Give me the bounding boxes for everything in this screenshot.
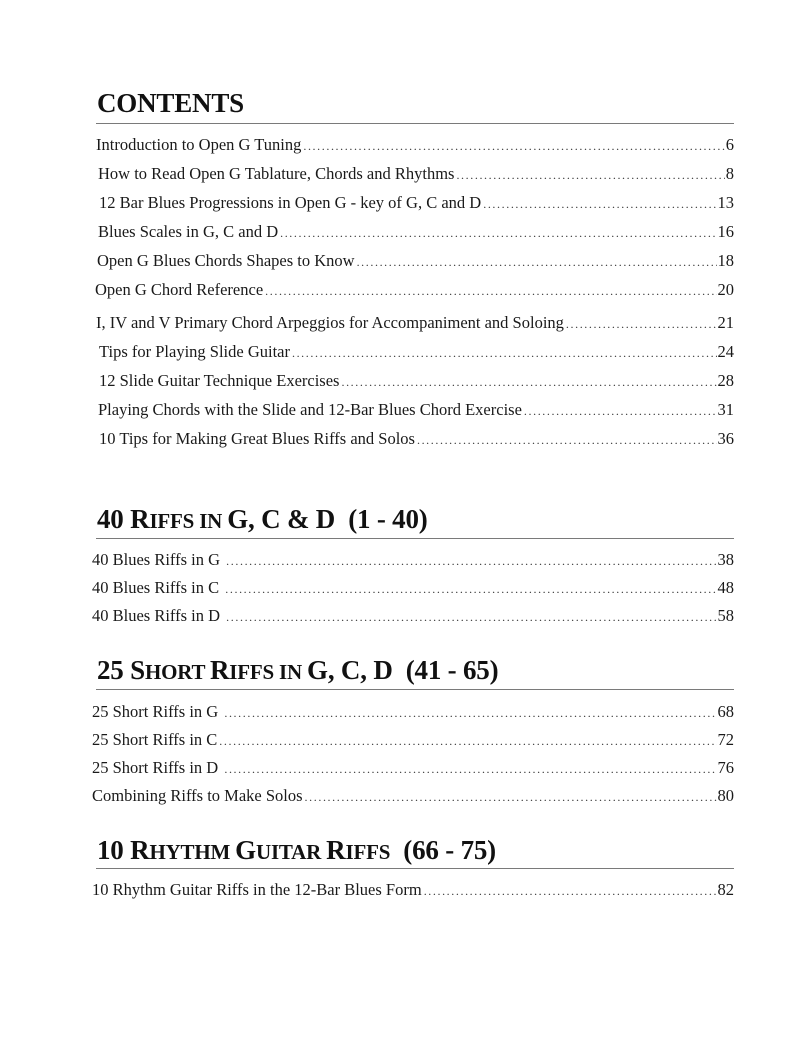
heading-part: 10 R (97, 835, 150, 865)
toc-entry-page: 36 (717, 429, 734, 448)
heading-part: HORT (144, 660, 210, 684)
toc-entry[interactable] (92, 757, 734, 779)
section-heading-40-riffs (97, 504, 428, 536)
toc-entry-page: 72 (717, 730, 734, 749)
toc-entry-page: 31 (717, 400, 734, 419)
toc-entry-title: Tips for Playing Slide Guitar (99, 342, 290, 361)
toc-entry[interactable] (99, 428, 734, 450)
toc-entry-title: Open G Blues Chords Shapes to Know (97, 251, 355, 270)
toc-entry-page: 16 (717, 222, 734, 241)
dot-leader (566, 313, 717, 335)
dot-leader (424, 880, 717, 902)
toc-entry[interactable] (96, 134, 734, 156)
dot-leader (265, 280, 716, 302)
toc-entry[interactable] (92, 605, 734, 627)
toc-entry-page: 6 (725, 135, 734, 154)
heading-part: IFFS IN (149, 509, 228, 533)
toc-entry-page: 18 (717, 251, 734, 270)
heading-part: IFFS IN (229, 660, 308, 684)
toc-entry-page: 21 (717, 313, 734, 332)
toc-entry-title: I, IV and V Primary Chord Arpeggios for Accompaniment and Soloing (96, 313, 564, 332)
section-heading-25-short-riffs (97, 655, 498, 687)
heading-part: 25 S (97, 655, 145, 685)
heading-part: G, C & D (227, 504, 336, 534)
dot-leader (280, 222, 716, 244)
toc-entry[interactable] (98, 163, 734, 185)
contents-heading: CONTENTS (97, 88, 244, 118)
dot-leader (357, 251, 717, 273)
toc-entry-title: 40 Blues Riffs in G (92, 550, 225, 569)
toc-entry-title: 12 Bar Blues Progressions in Open G - key of G, C and D (99, 193, 482, 212)
dot-leader (303, 135, 724, 157)
toc-entry-title: 10 Rhythm Guitar Riffs in the 12-Bar Blues Form (92, 880, 422, 899)
toc-entry-title: How to Read Open G Tablature, Chords and Rhythms (98, 164, 455, 183)
toc-entry-title: 25 Short Riffs in C (92, 730, 218, 749)
toc-entry-page: 38 (717, 550, 734, 569)
toc-entry[interactable] (95, 279, 734, 301)
contents-divider (96, 123, 734, 124)
dot-leader (219, 730, 716, 752)
toc-entry-title: 40 Blues Riffs in C (92, 578, 224, 597)
dot-leader (226, 550, 716, 572)
dot-leader (305, 786, 717, 808)
dot-leader (292, 342, 717, 364)
section-divider (96, 868, 734, 869)
dot-leader (456, 164, 724, 186)
toc-entry[interactable] (92, 577, 734, 599)
section-heading-rhythm-guitar-riffs (97, 835, 496, 867)
dot-leader (225, 578, 716, 600)
heading-part: (66 - 75) (390, 835, 496, 865)
toc-entry[interactable] (97, 250, 734, 272)
heading-part: R (209, 655, 230, 685)
toc-entry-page: 82 (717, 880, 734, 899)
toc-entry-title: 25 Short Riffs in D (92, 758, 223, 777)
toc-entry-title: Combining Riffs to Make Solos (92, 786, 303, 805)
toc-entry-page: 20 (717, 280, 734, 299)
toc-entry-title: 10 Tips for Making Great Blues Riffs and Solos (99, 429, 415, 448)
dot-leader (483, 193, 716, 215)
heading-part: (41 - 65) (392, 655, 499, 685)
toc-entry[interactable] (92, 785, 734, 807)
heading-part: IFFS (345, 840, 391, 864)
toc-entry-page: 80 (717, 786, 734, 805)
toc-entry[interactable] (98, 399, 734, 421)
heading-part: R (326, 835, 346, 865)
toc-entry[interactable] (98, 221, 734, 243)
toc-entry-page: 24 (717, 342, 734, 361)
heading-part: UITAR (255, 840, 327, 864)
toc-entry-title: 12 Slide Guitar Technique Exercises (99, 371, 340, 390)
toc-entry-title: Introduction to Open G Tuning (96, 135, 302, 154)
toc-entry-title: Playing Chords with the Slide and 12-Bar Blues Chord Exercise (98, 400, 522, 419)
toc-entry-title: Open G Chord Reference (95, 280, 264, 299)
dot-leader (341, 371, 716, 393)
dot-leader (224, 758, 716, 780)
toc-entry[interactable] (92, 701, 734, 723)
toc-entry[interactable] (99, 192, 734, 214)
dot-leader (226, 606, 716, 628)
toc-entry-page: 48 (717, 578, 734, 597)
toc-entry[interactable] (92, 879, 734, 901)
toc-entry[interactable] (99, 341, 734, 363)
toc-entry-page: 8 (725, 164, 734, 183)
section-divider (96, 538, 734, 539)
heading-part: G (235, 835, 256, 865)
toc-entry-page: 58 (717, 606, 734, 625)
toc-entry-page: 76 (717, 758, 734, 777)
toc-entry[interactable] (99, 370, 734, 392)
toc-entry-title: 40 Blues Riffs in D (92, 606, 225, 625)
section-divider (96, 689, 734, 690)
dot-leader (224, 702, 716, 724)
toc-entry-page: 68 (717, 702, 734, 721)
heading-part: G, C, D (307, 655, 393, 685)
heading-part: 40 R (97, 504, 150, 534)
toc-entry-page: 13 (717, 193, 734, 212)
toc-entry[interactable] (92, 549, 734, 571)
dot-leader (417, 429, 717, 451)
toc-entry-page: 28 (717, 371, 734, 390)
heading-part: (1 - 40) (335, 504, 428, 534)
toc-entry-title: Blues Scales in G, C and D (98, 222, 279, 241)
toc-entry[interactable] (96, 312, 734, 334)
dot-leader (524, 400, 717, 422)
toc-entry-title: 25 Short Riffs in G (92, 702, 223, 721)
heading-part: HYTHM (149, 840, 236, 864)
toc-entry[interactable] (92, 729, 734, 751)
